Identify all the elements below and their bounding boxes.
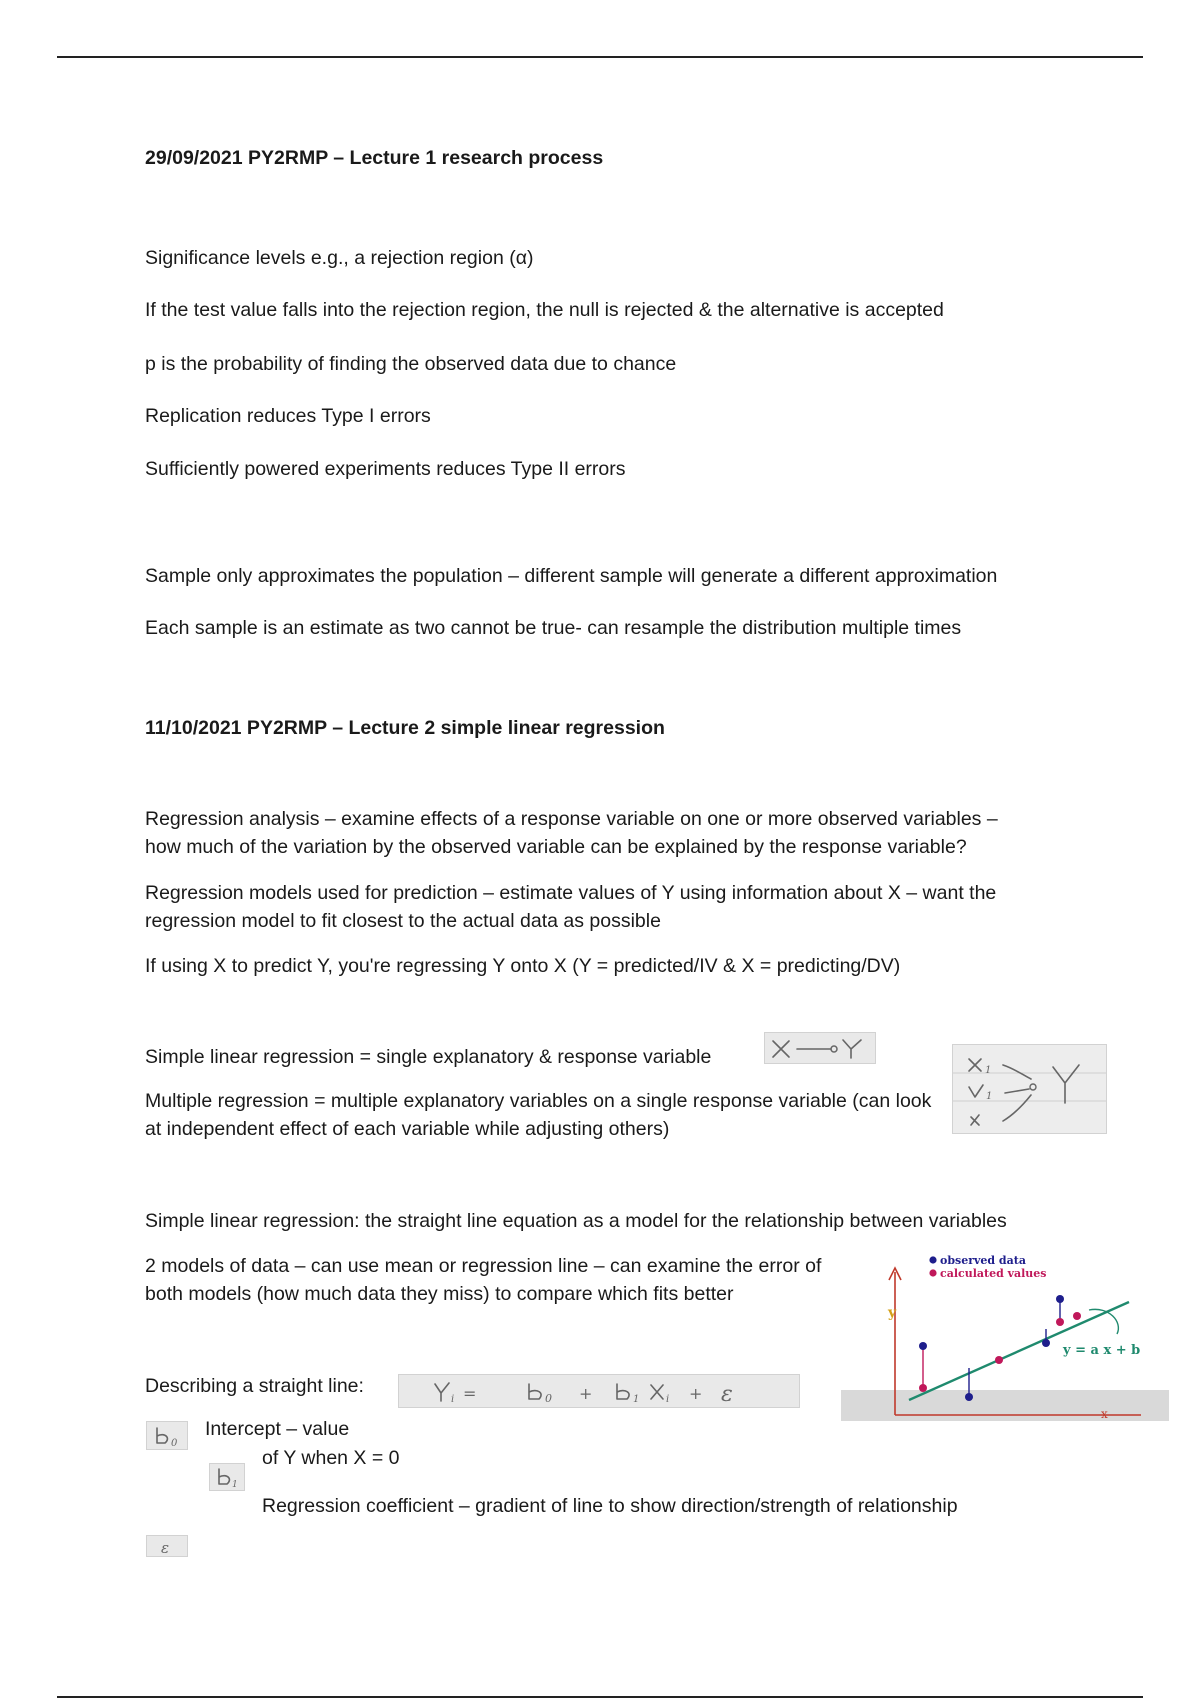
- handwritten-b0-symbol: [146, 1421, 188, 1450]
- regression-equation: y = a x + b: [1063, 1343, 1141, 1358]
- lecture1-line-estimate: Each sample is an estimate as two cannot be true- can resample the distribution multiple times: [145, 617, 962, 639]
- regressing-y-onto-x-line: If using X to predict Y, you're regressing Y onto X (Y = predicted/IV & X = predicting/DV): [145, 955, 901, 977]
- observed-point: [1056, 1295, 1064, 1303]
- lecture1-line-replication: Replication reduces Type I errors: [145, 405, 431, 427]
- legend-observed-marker: [929, 1256, 936, 1263]
- observed-point: [919, 1342, 927, 1350]
- lecture1-line-sample: Sample only approximates the population – different sample will generate a different approximation: [145, 565, 998, 587]
- lecture2-heading: 11/10/2021 PY2RMP – Lecture 2 simple linear regression: [145, 717, 665, 739]
- svg-text:=: =: [463, 1384, 477, 1403]
- intercept-label-continued: of Y when X = 0: [262, 1447, 400, 1469]
- svg-text:ε: ε: [721, 1382, 733, 1407]
- figure-bottom-band: [841, 1390, 1169, 1421]
- observed-point: [965, 1393, 973, 1401]
- svg-text:ε: ε: [161, 1539, 170, 1556]
- legend-calculated-label: calculated values: [940, 1267, 1047, 1280]
- handwritten-multiple-x-to-y: [952, 1044, 1107, 1134]
- two-models-paragraph: 2 models of data – can use mean or regression line – can examine the error of both models (how much data they miss) to compare which fits better: [145, 1255, 822, 1305]
- y-axis-label: y: [888, 1305, 897, 1321]
- observed-point: [1042, 1339, 1050, 1347]
- simple-regression-definition: Simple linear regression = single explanatory & response variable: [145, 1046, 712, 1068]
- svg-text:1: 1: [633, 1394, 640, 1405]
- x-axis-label: x: [1101, 1407, 1108, 1421]
- lecture1-heading: 29/09/2021 PY2RMP – Lecture 1 research process: [145, 147, 604, 169]
- svg-text:1: 1: [986, 1091, 993, 1102]
- calculated-point: [919, 1384, 927, 1392]
- svg-text:i: i: [666, 1394, 670, 1405]
- lecture1-line-powered: Sufficiently powered experiments reduces Type II errors: [145, 458, 626, 480]
- svg-text:i: i: [451, 1394, 455, 1405]
- lecture1-line-rejection: If the test value falls into the rejection region, the null is rejected & the alternative is accepted: [145, 299, 944, 321]
- bottom-rule: [57, 1696, 1143, 1698]
- describing-straight-line-label: Describing a straight line:: [145, 1375, 364, 1397]
- regression-coefficient-label: Regression coefficient – gradient of line to show direction/strength of relationship: [262, 1495, 958, 1517]
- lecture1-line-significance: Significance levels e.g., a rejection region (α): [145, 247, 534, 269]
- intercept-label: Intercept – value: [205, 1418, 350, 1440]
- svg-text:+: +: [689, 1384, 703, 1403]
- calculated-point: [995, 1356, 1003, 1364]
- svg-text:0: 0: [545, 1392, 552, 1405]
- handwritten-b1-symbol: [209, 1463, 245, 1491]
- legend-calculated-marker: [929, 1269, 936, 1276]
- multiple-regression-definition: Multiple regression = multiple explanatory variables on a single response variable (can look at independent effect of each variable while adjusting others): [145, 1090, 932, 1140]
- legend-observed-label: observed data: [940, 1254, 1026, 1267]
- handwritten-epsilon-symbol: [146, 1535, 188, 1557]
- regression-analysis-paragraph: Regression analysis – examine effects of a response variable on one or more observed variables – how much of the variation by the observed variable can be explained by the response variable?: [145, 808, 998, 858]
- lecture1-line-p-value: p is the probability of finding the observed data due to chance: [145, 353, 677, 375]
- svg-text:1: 1: [985, 1065, 992, 1076]
- regression-prediction-paragraph: Regression models used for prediction – estimate values of Y using information about X – want the regression model to fit closest to the actual data as possible: [145, 882, 997, 932]
- svg-text:+: +: [579, 1384, 593, 1403]
- calculated-point: [1073, 1312, 1081, 1320]
- svg-text:0: 0: [171, 1438, 178, 1449]
- top-rule: [57, 56, 1143, 58]
- handwritten-line-equation: [398, 1374, 800, 1408]
- handwritten-x-to-y: [764, 1032, 876, 1064]
- straight-line-model-line: Simple linear regression: the straight line equation as a model for the relationship between variables: [145, 1210, 1007, 1232]
- svg-text:1: 1: [232, 1480, 238, 1490]
- calculated-point: [1056, 1318, 1064, 1326]
- regression-line-figure: [841, 1250, 1169, 1421]
